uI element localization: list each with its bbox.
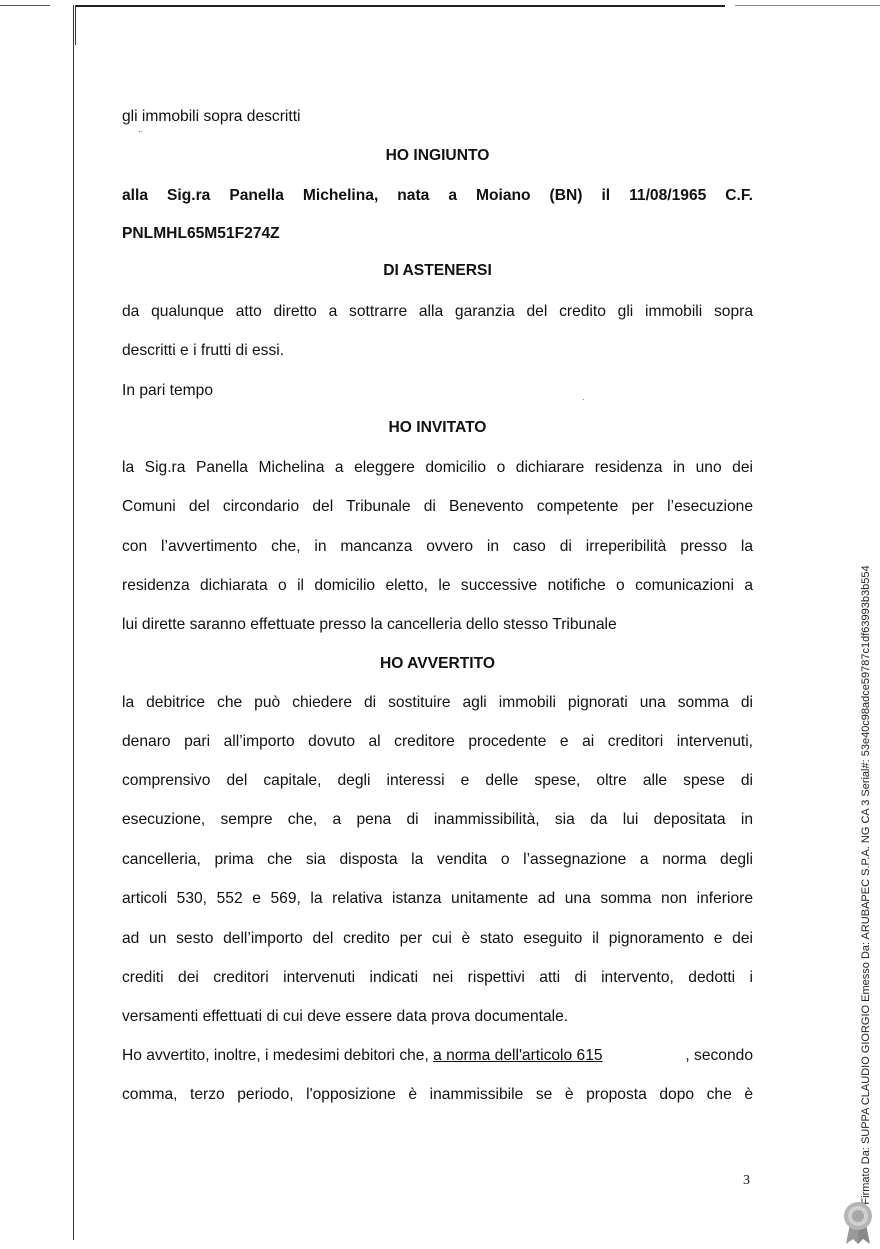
invitato-line: Comuni del circondario del Tribunale di Benevento competente per l’esecuzione [122,498,753,515]
article-615-link[interactable]: a norma dell'articolo 615 [433,1047,603,1064]
avvertito-line: cancelleria, prima che sia disposta la vendita o l’assegnazione a norma degli [122,851,753,868]
avvertito-line: articoli 530, 552 e 569, la relativa istanza unitamente ad una somma non inferiore [122,890,753,907]
avvertito-line: crediti dei creditori intervenuti indicati nei rispettivi atti di intervento, dedotti i [122,969,753,986]
invitato-line: la Sig.ra Panella Michelina a eleggere domicilio o dichiarare residenza in uno dei [122,459,753,476]
invitato-line: residenza dichiarata o il domicilio eletto, le successive notifiche o comunicazioni a [122,577,753,594]
left-margin-rule-secondary [75,5,76,45]
signature-stamp-text: Firmato Da: SUPPA CLAUDIO GIORGIO Emesso Da: ARUBAPEC S.P.A. NG CA 3 Serial#: 53e40c98adce59787c1df63993b3b554 [860,565,872,1205]
astenersi-line-1: da qualunque atto diretto a sottrarre alla garanzia del credito gli immobili sopra [122,303,753,320]
invitato-line: con l’avvertimento che, in mancanza ovvero in caso di irreperibilità presso la [122,538,753,555]
avvertito-line: esecuzione, sempre che, a pena di inammissibilità, sia da lui depositata in [122,811,753,828]
certificate-seal-icon [840,1200,876,1249]
left-margin-rule [73,5,74,1240]
debtor-line-1: alla Sig.ra Panella Michelina, nata a Moiano (BN) il 11/08/1965 C.F. [122,187,753,204]
final-paragraph-line-2: comma, terzo periodo, l'opposizione è inammissibile se è proposta dopo che è [122,1086,753,1103]
in-pari-tempo: In pari tempo [122,382,214,399]
top-border-left [0,5,50,6]
scan-speck: .. [138,124,144,134]
final-text-post: , secondo [685,1047,753,1064]
avvertito-line: denaro pari all’importo dovuto al creditore procedente e ai creditori intervenuti, [122,733,753,750]
astenersi-line-2: descritti e i frutti di essi. [122,342,285,359]
intro-text: gli immobili sopra descritti [122,108,301,125]
heading-ho-ingiunto: HO INGIUNTO [385,147,490,164]
top-border [75,5,725,7]
heading-ho-invitato: HO INVITATO [388,419,487,436]
avvertito-line: versamenti effettuati di cui deve essere data prova documentale. [122,1008,569,1025]
invitato-line: lui dirette saranno effettuate presso la cancelleria dello stesso Tribunale [122,616,617,633]
avvertito-line: comprensivo del capitale, degli interessi e delle spese, oltre alle spese di [122,772,753,789]
digital-signature-stamp [855,565,877,1205]
heading-di-astenersi: DI ASTENERSI [383,262,492,279]
debtor-tax-code: PNLMHL65M51F274Z [122,225,280,242]
avvertito-line: la debitrice che può chiedere di sostituire agli immobili pignorati una somma di [122,694,753,711]
final-text-pre: Ho avvertito, inoltre, i medesimi debitori che, [122,1047,434,1064]
page-number: 3 [743,1173,750,1188]
heading-ho-avvertito: HO AVVERTITO [380,655,495,672]
top-border-right [735,5,880,6]
scan-speck: . [582,392,585,402]
final-paragraph-line-1 [122,1046,753,1066]
avvertito-line: ad un sesto dell’importo del credito per cui è stato eseguito il pignoramento e dei [122,930,753,947]
